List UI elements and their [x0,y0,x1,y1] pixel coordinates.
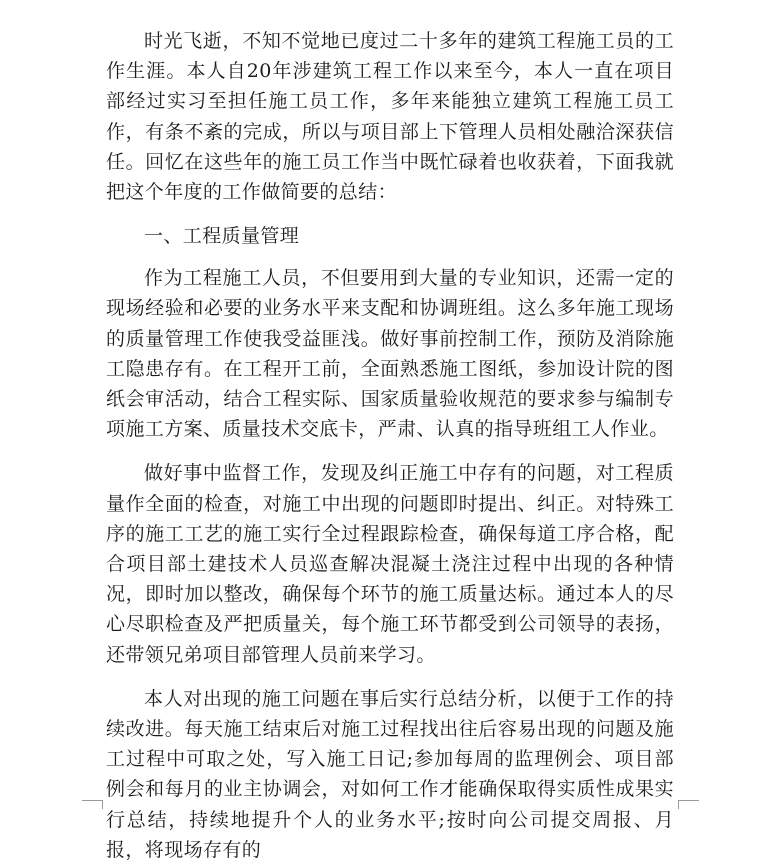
document-body [106,26,674,865]
intro-paragraph: 时光飞逝，不知不觉地已度过二十多年的建筑工程施工员的工作生涯。本人自20年涉建筑工程工作以来至今，本人一直在项目部经过实习至担任施工员工作，多年来能独立建筑工程施工员工作，有条不紊的完成，所以与项目部上下管理人员相处融洽深获信任。回忆在这些年的施工员工作当中既忙碌着也收获着，下面我就把这个年度的工作做简要的总结： [106,30,674,204]
quality-paragraph-1: 作为工程施工人员，不但要用到大量的专业知识，还需一定的现场经验和必要的业务水平来支配和协调班组。这么多年施工现场的质量管理工作使我受益匪浅。做好事前控制工作，预防及消除施工隐患存有。在工程开工前，全面熟悉施工图纸，参加设计院的图纸会审活动，结合工程实际、国家质量验收规范的要求参与编制专项施工方案、质量技术交底卡，严肃、认真的指导班组工人作业。 [106,267,674,441]
section-heading-quality-management: 一、工程质量管理 [144,225,300,248]
quality-paragraph-3: 本人对出现的施工问题在事后实行总结分析，以便于工作的持续改进。每天施工结束后对施工过程找出往后容易出现的问题及施工过程中可取之处，写入施工日记;参加每周的监理例会、项目部例会和每月的业主协调会，对如何工作才能确保取得实质性成果实行总结，持续地提升个人的业务水平;按时向公司提交周报、月报，将现场存有的 [106,687,674,861]
quality-paragraph-2: 做好事中监督工作，发现及纠正施工中存有的问题，对工程质量作全面的检查，对施工中出现的问题即时提出、纠正。对特殊工序的施工工艺的施工实行全过程跟踪检查，确保每道工序合格，配合项目部土建技术人员巡查解决混凝土浇注过程中出现的各种情况，即时加以整改，确保每个环节的施工质量达标。通过本人的尽心尽职检查及严把质量关，每个施工环节都受到公司领导的表扬，还带领兄弟项目部管理人员前来学习。 [106,462,674,666]
